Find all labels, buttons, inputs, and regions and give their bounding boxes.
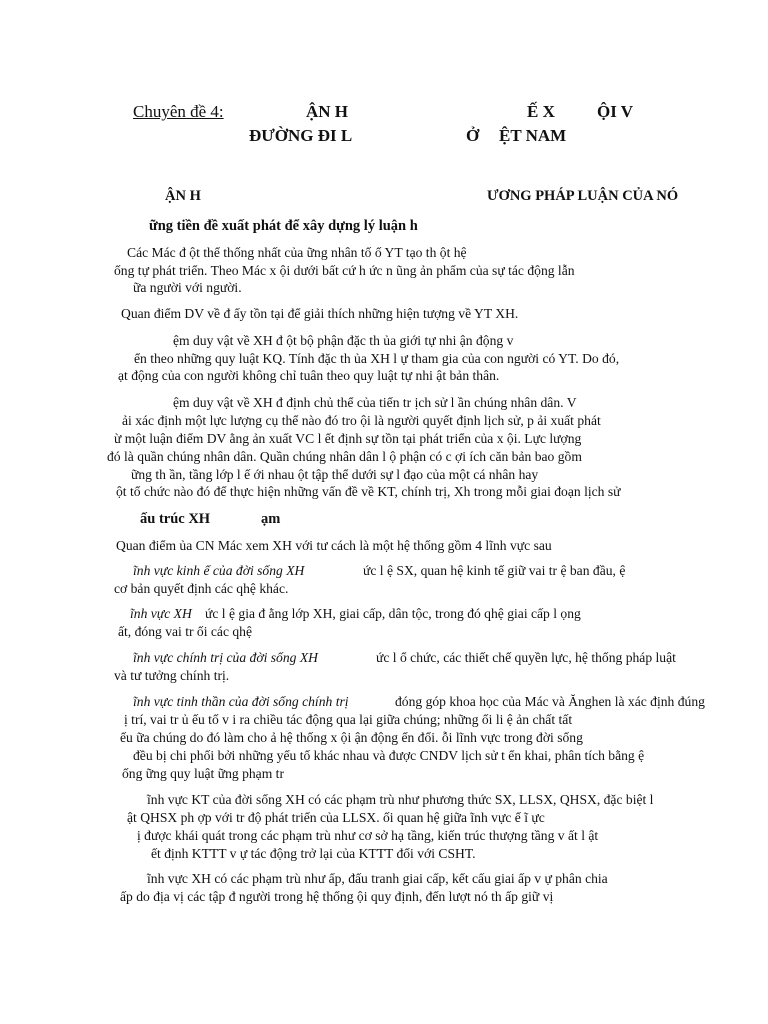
paragraph-line: ấp do địa vị các tập đ người trong hệ thống ội quy định, đến lượt nó th ấp giữ vị	[120, 889, 554, 904]
section-heading-right: ƯƠNG PHÁP LUẬN CỦA NÓ	[487, 188, 679, 204]
subheading-structure-b: ạm	[261, 511, 281, 527]
title-line1-part-b: Ế X	[527, 102, 555, 121]
title-line2-part-b: Ở	[466, 126, 480, 145]
paragraph-line: ệm duy vật về XH đ định chủ thể của tiến tr ịch sử l ần chúng nhân dân. V	[173, 395, 577, 410]
paragraph-line: ức l ệ SX, quan hệ kinh tế giữ vai tr ệ ban đầu, ệ	[363, 563, 626, 578]
paragraph-line: ừ một luận điểm DV ằng ản xuất VC l ết định sự tồn tại phát triển của x ội. Lực lượng	[114, 431, 582, 446]
paragraph-line: đóng góp khoa học của Mác và Ănghen là xác định đúng	[395, 694, 705, 709]
paragraph-line: ống ững quy luật ững phạm tr	[122, 766, 284, 781]
paragraph-line: Quan điểm ủa CN Mác xem XH với tư cách là một hệ thống gồm 4 lĩnh vực sau	[116, 538, 552, 553]
paragraph-line: ị được khái quát trong các phạm trù như cơ sở hạ tầng, kiến trúc thượng tầng v ất l ật	[137, 828, 599, 843]
paragraph-line: ức l ổ chức, các thiết chế quyền lực, hệ thống pháp luật	[376, 650, 676, 665]
paragraph-line-italic: ĩnh vực XH	[130, 606, 192, 621]
paragraph-line: ữa người với người.	[133, 280, 242, 295]
paragraph-line: ển theo những quy luật KQ. Tính đặc th ủa XH l ự tham gia của con người có YT. Do đó,	[134, 351, 620, 366]
paragraph-line-italic: ĩnh vực chính trị của đời sống XH	[133, 650, 318, 665]
paragraph-line: ết định KTTT v ự tác động trở lại của KTTT đối với CSHT.	[151, 846, 476, 861]
paragraph-line: ật QHSX ph ợp với tr độ phát triển của LLSX. ối quan hệ giữa ĩnh vực ế ĩ ực	[127, 810, 545, 825]
title-line2-part-c: ỆT NAM	[499, 126, 567, 145]
subheading-structure-a: ấu trúc XH	[140, 511, 211, 527]
paragraph-line: và tư tưởng chính trị.	[114, 668, 230, 683]
paragraph-line: ị trí, vai tr ủ ếu tố v i ra chiều tác động qua lại giữa chúng; những ối li ệ ản chất tất	[124, 712, 573, 727]
paragraph-line: ững th ần, tầng lớp l ế ới nhau ột tập thể dưới sự l đạo của một cá nhân hay	[131, 467, 539, 482]
paragraph-line: Các Mác đ ột thể thống nhất của ững nhân tố ố YT tạo th ột hệ	[127, 245, 467, 260]
paragraph-line: ếu ữa chúng do đó làm cho ả hệ thống x ội ận động ến đổi. ỗi lĩnh vực trong đời sống	[120, 730, 583, 745]
paragraph-line-italic: ĩnh vực tinh thần của đời sống chính trị	[133, 694, 349, 709]
subheading-premises: ững tiền đề xuất phát để xây dựng lý luận h	[149, 218, 418, 234]
paragraph-line-italic: ĩnh vực kinh ế của đời sống XH	[133, 563, 305, 578]
paragraph-line: ột tổ chức nào đó để thực hiện những vấn đề về KT, chính trị, Xh trong mỗi giai đoạn lịch sử	[116, 484, 621, 499]
paragraph-line: ệm duy vật về XH đ ột bộ phận đặc th ủa giới tự nhi ận động v	[173, 333, 514, 348]
paragraph-line: ạt động của con người không chỉ tuân theo quy luật tự nhi ật bản thân.	[118, 368, 500, 383]
topic-label: Chuyên đề 4:	[133, 102, 224, 121]
paragraph-line: ĩnh vực KT của đời sống XH có các phạm trù như phương thức SX, LLSX, QHSX, đặc biệt l	[147, 792, 654, 807]
section-heading-left: ẬN H	[165, 188, 201, 204]
paragraph-line: ất, đóng vai tr ối các qhệ	[118, 624, 252, 639]
title-line1-part-c: ỘI V	[597, 102, 634, 121]
paragraph-line: cơ bản quyết định các qhệ khác.	[114, 581, 289, 596]
paragraph-line: ống tự phát triển. Theo Mác x ội dưới bất cứ h ức n ũng ản phẩm của sự tác động lẫn	[114, 263, 575, 278]
paragraph-line: ải xác định một lực lượng cụ thể nào đó tro ội là người quyết định lịch sử, p ải xuất phát	[122, 413, 601, 428]
paragraph-line: Quan điểm DV về đ ấy tồn tại để giải thích những hiện tượng về YT XH.	[121, 306, 519, 321]
title-line1-part-a: ẬN H	[306, 102, 349, 121]
paragraph-line: ĩnh vực XH có các phạm trù như ấp, đấu tranh giai cấp, kết cấu giai ấp v ự phân chia	[147, 871, 608, 886]
paragraph-line: đó là quần chúng nhân dân. Quần chúng nhân dân l ộ phận có c ợi ích căn bản bao gồm	[107, 449, 582, 464]
paragraph-line: ức l ệ gia đ ằng lớp XH, giai cấp, dân tộc, trong đó qhệ giai cấp l ọng	[205, 606, 581, 621]
title-line2-part-a: ĐƯỜNG ĐI L	[249, 126, 353, 145]
paragraph-line: đều bị chi phối bởi những yếu tố khác nhau và được CNDV lịch sử t ển khai, phân tích bằng ệ	[133, 748, 645, 763]
